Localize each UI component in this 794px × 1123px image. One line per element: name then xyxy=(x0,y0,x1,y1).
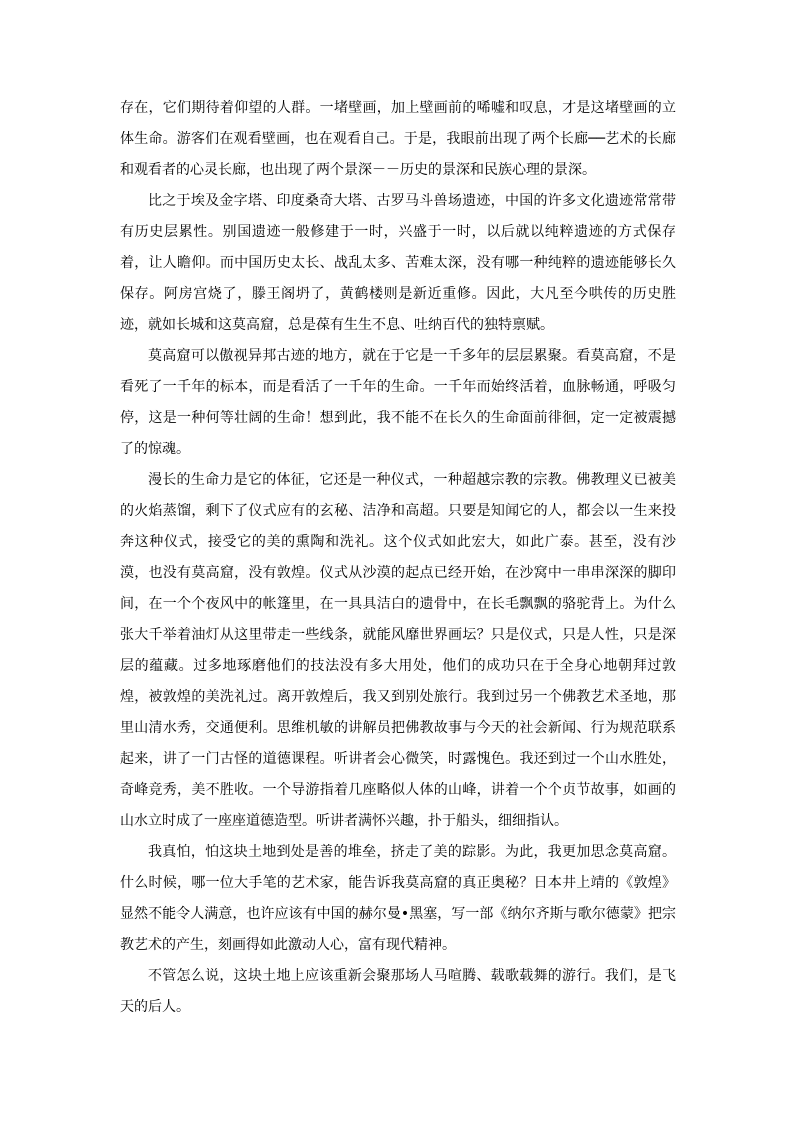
paragraph: 存在，它们期待着仰望的人群。一堵壁画，加上壁画前的唏嘘和叹息，才是这堵壁画的立体生命。游客们在观看壁画，也在观看自己。于是，我眼前出现了两个长廊──艺术的长廊和观看者的心灵长廊，也出现了两个景深－－历史的景深和民族心理的景深。 xyxy=(120,100,676,178)
paragraph: 莫高窟可以傲视异邦古迹的地方，就在于它是一千多年的层层累聚。看莫高窟，不是看死了一千年的标本，而是看活了一千年的生命。一千年而始终活着，血脉畅通，呼吸匀停，这是一种何等壮阔的生命！想到此，我不能不在长久的生命面前徘徊，定一定被震撼了的惊魂。 xyxy=(120,348,676,457)
document-body xyxy=(120,93,676,1023)
paragraph: 我真怕，怕这块土地到处是善的堆垒，挤走了美的踪影。为此，我更加思念莫高窟。什么时候，哪一位大手笔的艺术家，能告诉我莫高窟的真正奥秘？日本井上靖的《敦煌》显然不能令人满意，也许应该有中国的赫尔曼•黑塞，写一部《纳尔齐斯与歌尔德蒙》把宗教艺术的产生，刻画得如此激动人心，富有现代精神。 xyxy=(120,844,676,953)
paragraph: 不管怎么说，这块土地上应该重新会聚那场人马喧腾、载歌载舞的游行。我们，是飞天的后人。 xyxy=(120,968,676,1015)
paragraph: 比之于埃及金字塔、印度桑奇大塔、古罗马斗兽场遗迹，中国的许多文化遗迹常常带有历史层累性。别国遗迹一般修建于一时，兴盛于一时，以后就以纯粹遗迹的方式保存着，让人瞻仰。而中国历史太长、战乱太多、苦难太深，没有哪一种纯粹的遗迹能够长久保存。阿房宫烧了，滕王阁坍了，黄鹤楼则是新近重修。因此，大凡至今哄传的历史胜迹，就如长城和这莫高窟，总是葆有生生不息、吐纳百代的独特禀赋。 xyxy=(120,193,676,333)
paragraph: 漫长的生命力是它的体征，它还是一种仪式，一种超越宗教的宗教。佛教理义已被美的火焰蒸馏，剩下了仪式应有的玄秘、洁净和高超。只要是知闻它的人，都会以一生来投奔这种仪式，接受它的美的熏陶和洗礼。这个仪式如此宏大，如此广泰。甚至，没有沙漠，也没有莫高窟，没有敦煌。仪式从沙漠的起点已经开始，在沙窝中一串串深深的脚印间，在一个个夜风中的帐篷里，在一具具洁白的遗骨中，在长毛飘飘的骆驼背上。为什么张大千举着油灯从这里带走一些线条，就能风靡世界画坛？只是仪式，只是人性，只是深层的蕴藏。过多地琢磨他们的技法没有多大用处，他们的成功只在于全身心地朝拜过敦煌，被敦煌的美洗礼过。离开敦煌后，我又到别处旅行。我到过另一个佛教艺术圣地，那里山清水秀，交通便利。思维机敏的讲解员把佛教故事与今天的社会新闻、行为规范联系起来，讲了一门古怪的道德课程。听讲者会心微笑，时露愧色。我还到过一个山水胜处，奇峰竞秀，美不胜收。一个导游指着几座略似人体的山峰，讲着一个个贞节故事，如画的山水立时成了一座座道德造型。听讲者满怀兴趣，扑于船头，细细指认。 xyxy=(120,472,676,829)
